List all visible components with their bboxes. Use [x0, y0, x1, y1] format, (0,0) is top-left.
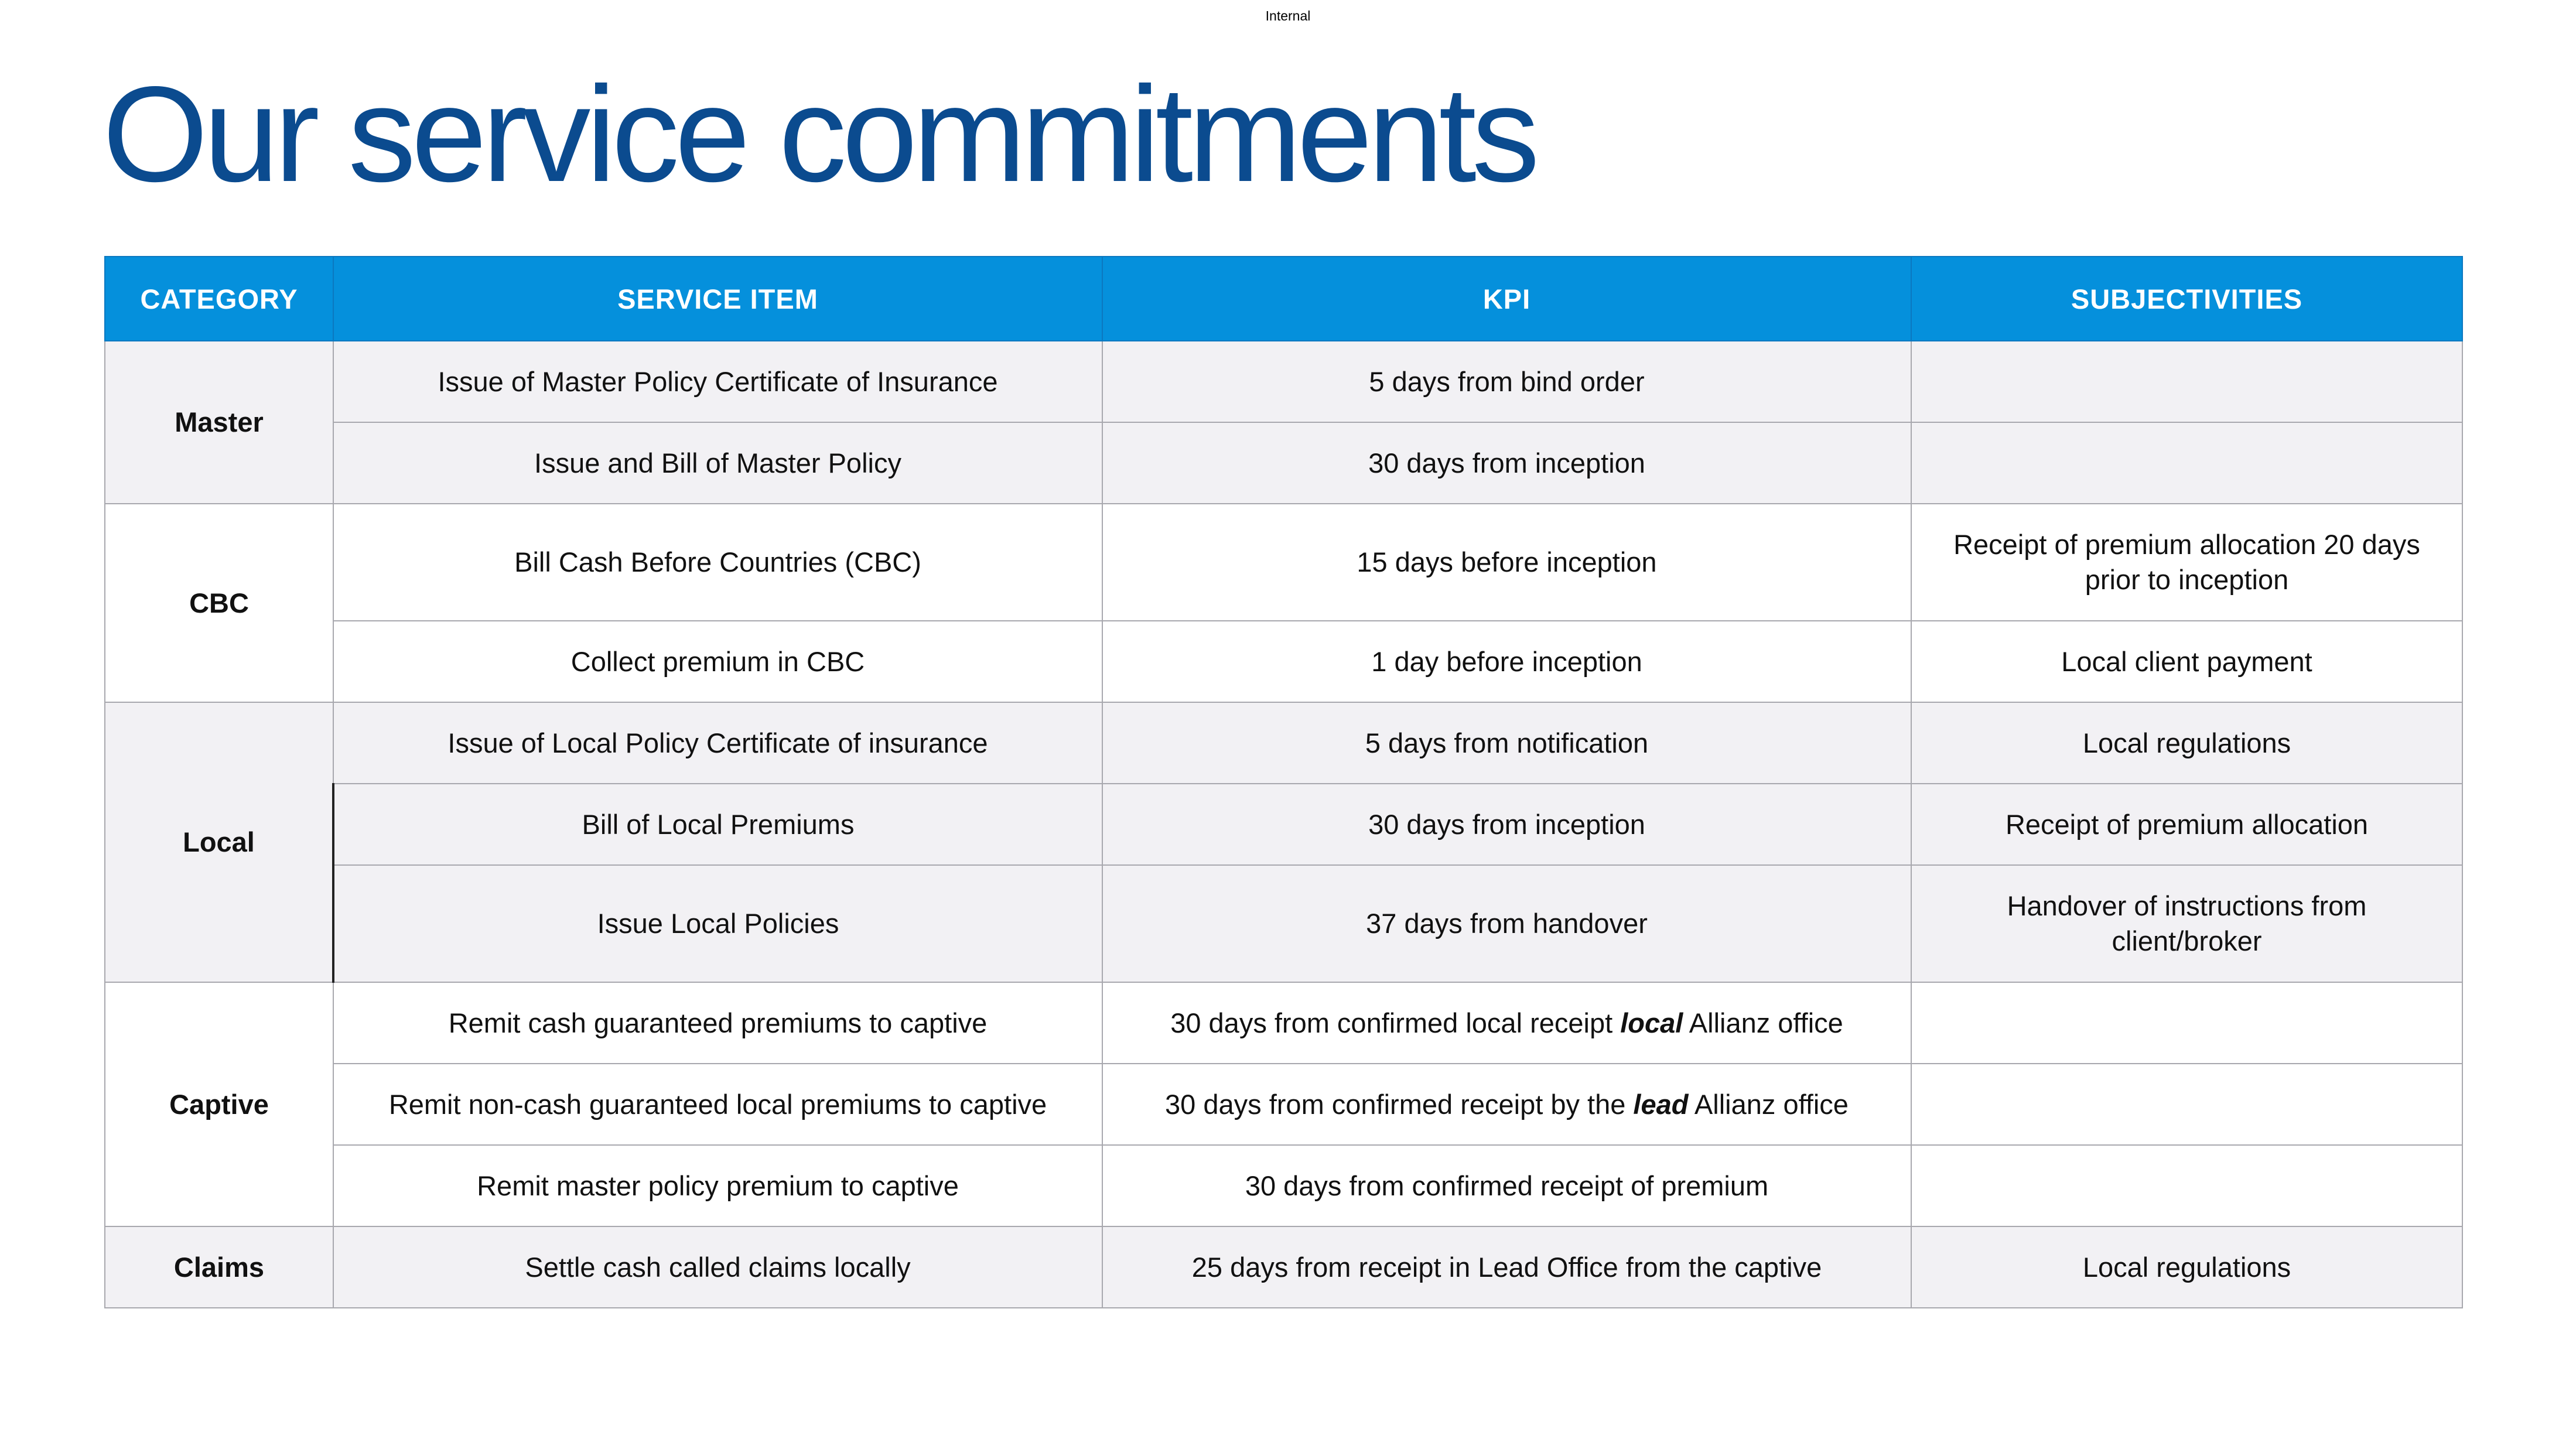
table-row	[105, 784, 2462, 865]
subjectivities-cell	[1911, 422, 2462, 504]
table-row	[105, 504, 2462, 621]
kpi-cell: 25 days from receipt in Lead Office from the captive	[1102, 1226, 1911, 1308]
kpi-cell: 30 days from inception	[1102, 784, 1911, 865]
header-category: CATEGORY	[105, 257, 333, 341]
classification-label: Internal	[1265, 8, 1311, 23]
service-item-cell: Issue and Bill of Master Policy	[333, 422, 1102, 504]
kpi-cell: 5 days from bind order	[1102, 341, 1911, 422]
kpi-text: Allianz office	[1688, 1088, 1849, 1120]
service-item-cell: Remit master policy premium to captive	[333, 1145, 1102, 1226]
subjectivities-cell: Local client payment	[1911, 621, 2462, 702]
kpi-cell	[1102, 982, 1911, 1064]
table-row	[105, 1226, 2462, 1308]
subjectivities-cell	[1911, 982, 2462, 1064]
table-row	[105, 865, 2462, 982]
table-row	[105, 1064, 2462, 1145]
kpi-text: 30 days from confirmed local receipt	[1170, 1007, 1621, 1038]
table-row	[105, 621, 2462, 702]
kpi-cell: 15 days before inception	[1102, 504, 1911, 621]
service-item-cell: Issue of Master Policy Certificate of Insurance	[333, 341, 1102, 422]
kpi-emphasis: lead	[1633, 1088, 1689, 1120]
service-item-cell: Bill Cash Before Countries (CBC)	[333, 504, 1102, 621]
subjectivities-cell: Local regulations	[1911, 702, 2462, 784]
subjectivities-cell	[1911, 1064, 2462, 1145]
kpi-cell: 30 days from confirmed receipt of premium	[1102, 1145, 1911, 1226]
kpi-text: Allianz office	[1683, 1007, 1843, 1038]
kpi-cell	[1102, 1064, 1911, 1145]
service-item-cell: Remit cash guaranteed premiums to captive	[333, 982, 1102, 1064]
kpi-cell: 30 days from inception	[1102, 422, 1911, 504]
kpi-cell: 1 day before inception	[1102, 621, 1911, 702]
table-header-row	[105, 257, 2462, 341]
subjectivities-cell: Receipt of premium allocation	[1911, 784, 2462, 865]
kpi-text: 30 days from confirmed receipt by the	[1165, 1088, 1634, 1120]
service-item-cell: Remit non-cash guaranteed local premiums to captive	[333, 1064, 1102, 1145]
service-item-cell: Settle cash called claims locally	[333, 1226, 1102, 1308]
kpi-emphasis: local	[1620, 1007, 1683, 1038]
page-title: Our service commitments	[103, 59, 1535, 210]
kpi-cell: 37 days from handover	[1102, 865, 1911, 982]
table-row	[105, 702, 2462, 784]
subjectivities-cell	[1911, 341, 2462, 422]
category-captive: Captive	[105, 982, 333, 1226]
service-item-cell: Issue of Local Policy Certificate of insurance	[333, 702, 1102, 784]
service-commitments-table	[104, 256, 2463, 1308]
category-cbc: CBC	[105, 504, 333, 702]
subjectivities-cell	[1911, 1145, 2462, 1226]
category-claims: Claims	[105, 1226, 333, 1308]
table-row	[105, 341, 2462, 422]
header-service-item: SERVICE ITEM	[333, 257, 1102, 341]
header-kpi: KPI	[1102, 257, 1911, 341]
subjectivities-cell: Receipt of premium allocation 20 days prior to inception	[1911, 504, 2462, 621]
category-local: Local	[105, 702, 333, 982]
table-row	[105, 1145, 2462, 1226]
table-row	[105, 982, 2462, 1064]
service-item-cell: Collect premium in CBC	[333, 621, 1102, 702]
subjectivities-cell: Local regulations	[1911, 1226, 2462, 1308]
service-item-cell: Issue Local Policies	[333, 865, 1102, 982]
table-row	[105, 422, 2462, 504]
category-master: Master	[105, 341, 333, 504]
service-item-cell: Bill of Local Premiums	[333, 784, 1102, 865]
kpi-cell: 5 days from notification	[1102, 702, 1911, 784]
header-subjectivities: SUBJECTIVITIES	[1911, 257, 2462, 341]
subjectivities-cell: Handover of instructions from client/broker	[1911, 865, 2462, 982]
